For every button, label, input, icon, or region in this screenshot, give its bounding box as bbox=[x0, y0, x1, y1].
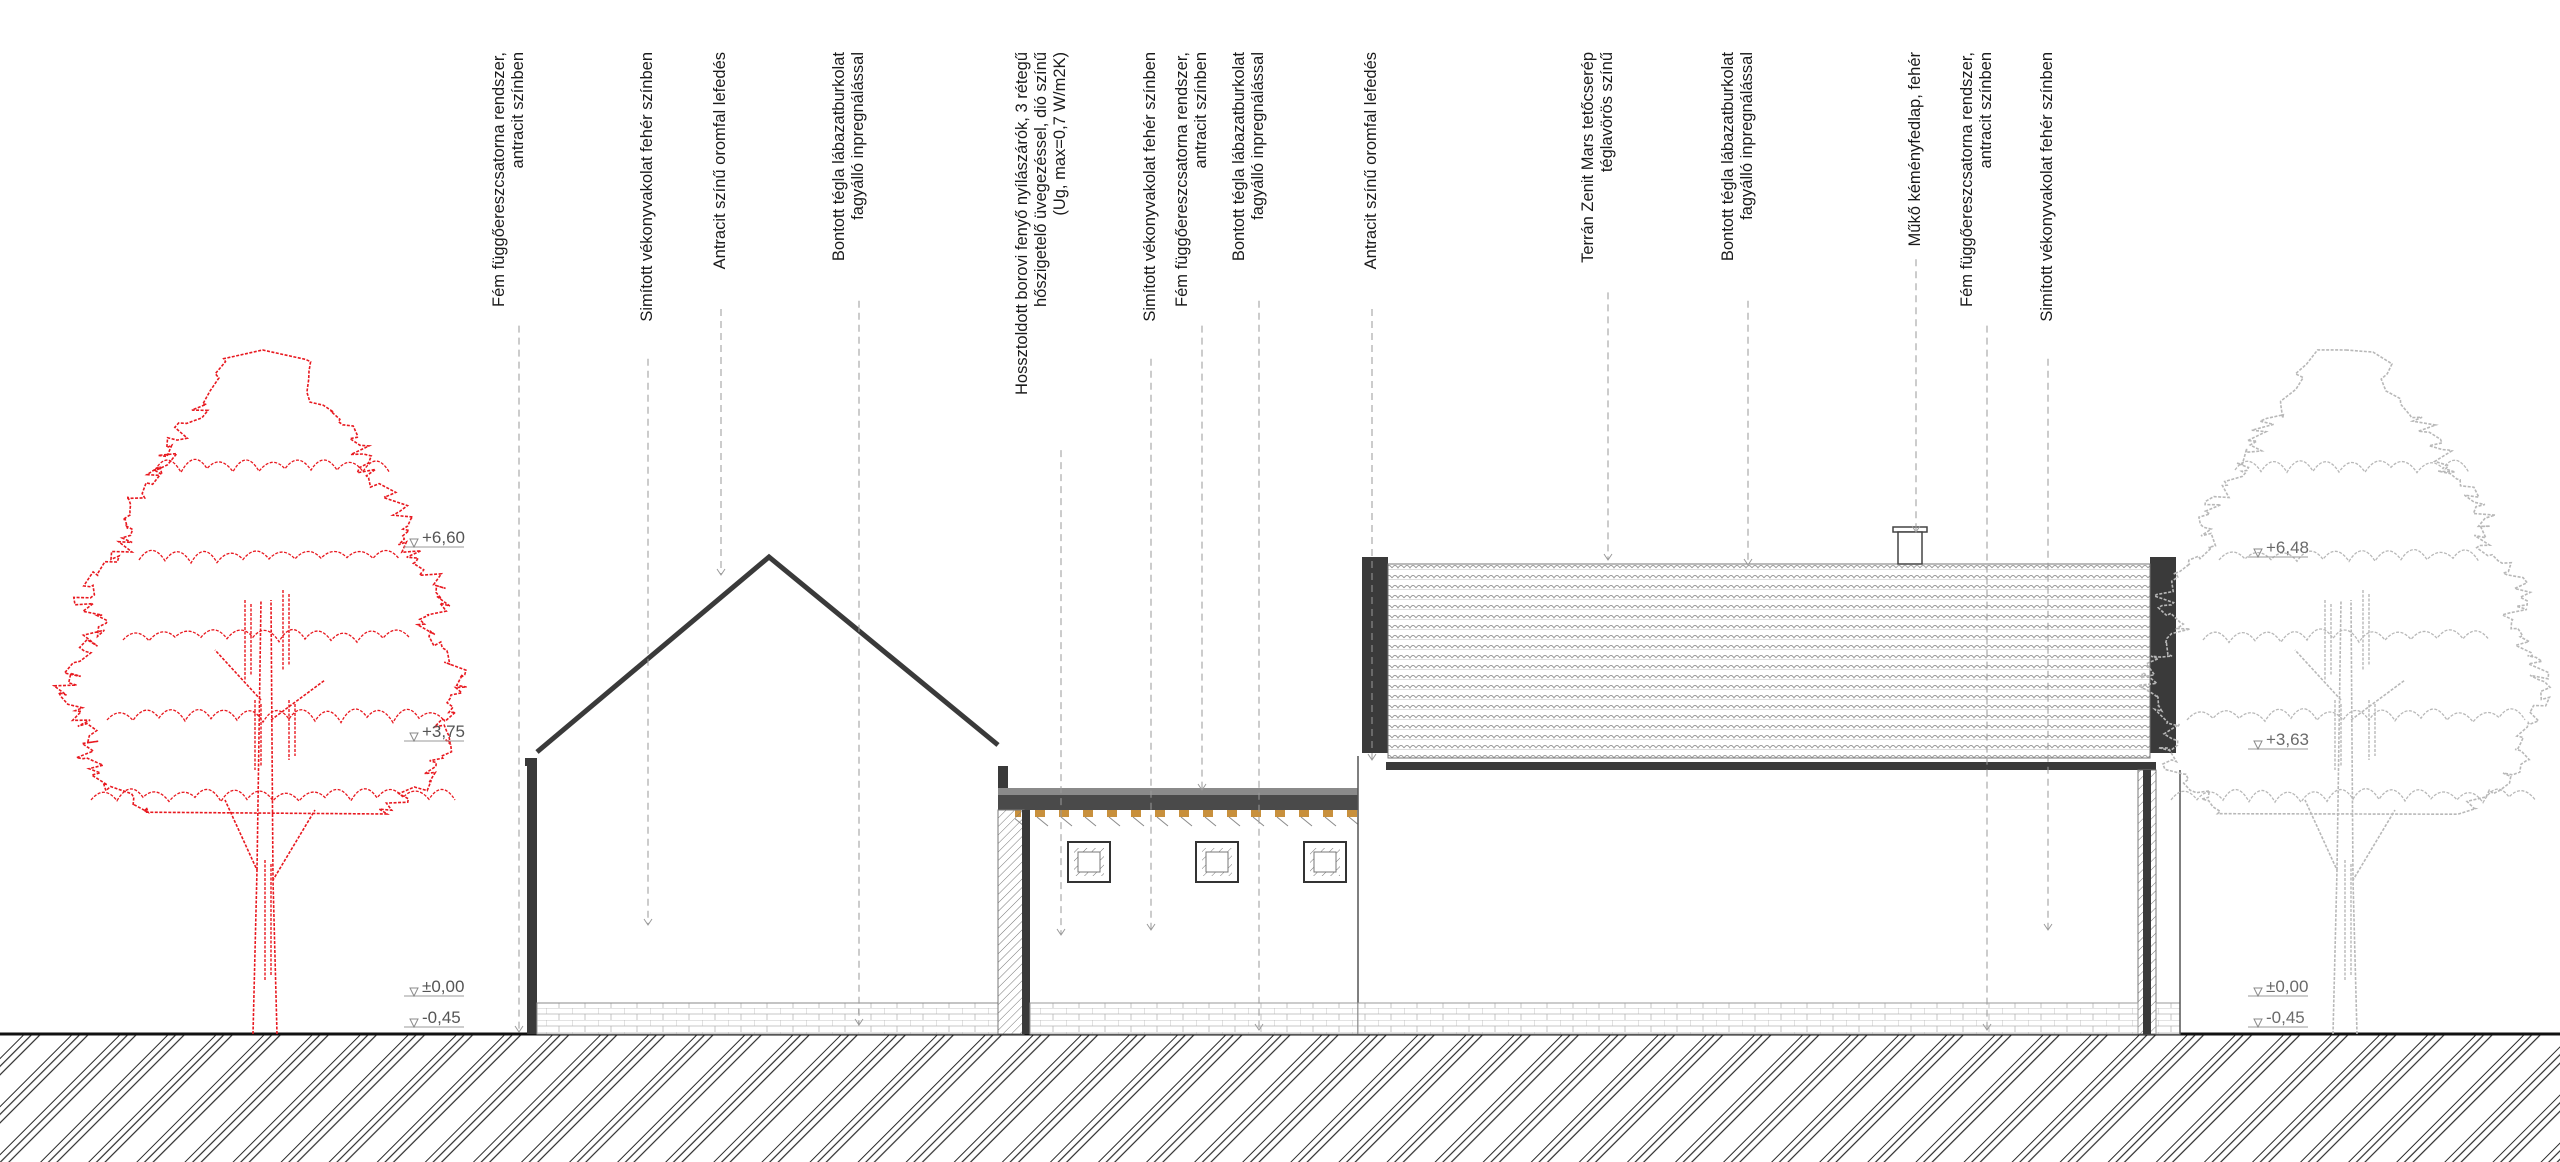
tree-foliage-row bbox=[139, 550, 399, 563]
level-value: ±0,00 bbox=[2266, 977, 2309, 996]
material-label-text bbox=[1906, 52, 1924, 247]
window-3 bbox=[1304, 842, 1346, 882]
material-label-line: fagyálló inpregnálással bbox=[1249, 52, 1267, 220]
material-label-text bbox=[1958, 52, 1995, 307]
material-label-line: Antracit színű oromfal lefedés bbox=[1362, 52, 1380, 270]
level-value: -0,45 bbox=[422, 1008, 461, 1027]
link-rafters bbox=[1015, 810, 1358, 828]
material-label-text bbox=[1141, 52, 1159, 322]
material-label-line: Hossztoldott borovi fenyő nyílászárók, 3 rétegű bbox=[1013, 52, 1031, 396]
material-label-line: fagyálló inpregnálással bbox=[849, 52, 867, 220]
ground-hatch bbox=[0, 1034, 2560, 1162]
material-label-line: Műkő kéményfedlap, fehér bbox=[1906, 52, 1924, 247]
main-plinth bbox=[1358, 1003, 2138, 1034]
level-marker bbox=[2248, 1008, 2308, 1027]
level-marker bbox=[404, 977, 464, 996]
level-markers-left bbox=[404, 528, 465, 1027]
tiled-roof bbox=[1388, 564, 2150, 758]
window-1 bbox=[1068, 842, 1110, 882]
material-label-line: antracit színben bbox=[509, 52, 527, 169]
tree-foliage-row bbox=[2219, 550, 2479, 562]
material-label-10 bbox=[1579, 52, 1616, 560]
material-label-text bbox=[1230, 52, 1267, 262]
level-marker bbox=[2248, 730, 2309, 749]
level-markers-right bbox=[2248, 538, 2309, 1027]
material-label-text bbox=[711, 52, 729, 269]
material-label-line: Bontott tégla lábazatburkolat bbox=[1230, 52, 1248, 262]
link-downpipe bbox=[1022, 810, 1030, 1034]
material-label-text bbox=[1362, 52, 1380, 269]
material-label-line: antracit színben bbox=[1977, 52, 1995, 169]
material-label-line: Fém függőereszcsatorna rendszer, bbox=[1958, 52, 1976, 307]
material-label-1 bbox=[490, 52, 527, 1032]
tree-foliage-row bbox=[155, 459, 389, 472]
left-downpipe bbox=[527, 762, 537, 1034]
material-label-3 bbox=[711, 52, 729, 575]
material-label-text bbox=[830, 52, 867, 262]
window-2 bbox=[1196, 842, 1238, 882]
tree-canopy bbox=[54, 350, 467, 814]
material-label-line: antracit színben bbox=[1192, 52, 1210, 169]
link-plinth bbox=[1030, 1003, 1358, 1034]
level-marker bbox=[404, 722, 465, 741]
roof-eave bbox=[1386, 762, 2156, 770]
material-label-text bbox=[2038, 52, 2056, 322]
material-label-line: fagyálló inpregnálással bbox=[1738, 52, 1756, 220]
material-label-11 bbox=[1719, 52, 1756, 565]
link-roof-slab bbox=[998, 794, 1358, 810]
material-label-line: Simított vékonyvakolat fehér színben bbox=[2038, 52, 2056, 322]
material-label-text bbox=[1719, 52, 1756, 262]
tree-canopy bbox=[2138, 350, 2550, 814]
material-label-line: Simított vékonyvakolat fehér színben bbox=[1141, 52, 1159, 322]
material-label-7 bbox=[1173, 52, 1210, 790]
link-wall-section bbox=[998, 810, 1024, 1034]
material-label-line: Fém függőereszcsatorna rendszer, bbox=[490, 52, 508, 307]
right-downpipe bbox=[2143, 770, 2151, 1034]
material-label-text bbox=[1579, 52, 1616, 263]
material-label-line: téglavörös színű bbox=[1598, 52, 1616, 173]
chimney bbox=[1893, 527, 1927, 564]
level-value: +6,48 bbox=[2266, 538, 2310, 557]
level-value: ±0,00 bbox=[422, 977, 465, 996]
gable-plinth bbox=[537, 1003, 998, 1034]
roof-end-cap-left bbox=[1362, 557, 1388, 753]
material-label-line: Terrán Zenit Mars tetőcserép bbox=[1579, 52, 1597, 263]
material-label-text bbox=[490, 52, 527, 307]
level-value: +6,60 bbox=[422, 528, 466, 547]
material-label-line: Antracit színű oromfal lefedés bbox=[711, 52, 729, 270]
level-marker bbox=[404, 1008, 464, 1027]
material-label-text bbox=[638, 52, 656, 322]
tree-foliage-row bbox=[91, 789, 455, 802]
link-building bbox=[998, 788, 1358, 1034]
material-label-12 bbox=[1906, 52, 1924, 532]
tree-left bbox=[54, 350, 467, 1034]
leader-arrow bbox=[717, 569, 725, 575]
tree-trunk bbox=[2295, 600, 2405, 1034]
tree-trunk bbox=[215, 600, 325, 1034]
level-marker bbox=[2248, 977, 2308, 996]
material-label-text bbox=[1013, 52, 1069, 395]
material-label-line: Bontott tégla lábazatburkolat bbox=[1719, 52, 1737, 262]
gable-building bbox=[525, 557, 1008, 1034]
level-value: +3,63 bbox=[2266, 730, 2310, 749]
material-label-line: Fém függőereszcsatorna rendszer, bbox=[1173, 52, 1191, 307]
tree-foliage-row bbox=[2235, 460, 2469, 472]
level-marker bbox=[404, 528, 465, 547]
material-label-line: Bontott tégla lábazatburkolat bbox=[830, 52, 848, 262]
level-marker bbox=[2248, 538, 2309, 557]
level-value: +3,75 bbox=[422, 722, 466, 741]
tree-foliage-row bbox=[2203, 629, 2489, 642]
material-label-line: Simított vékonyvakolat fehér színben bbox=[638, 52, 656, 322]
level-value: -0,45 bbox=[2266, 1008, 2305, 1027]
tree-foliage-row bbox=[123, 630, 409, 643]
material-label-text bbox=[1173, 52, 1210, 307]
ground bbox=[0, 1034, 2560, 1162]
main-building bbox=[1358, 527, 2180, 1034]
tree-right bbox=[2138, 350, 2550, 1034]
material-label-line: (Ug, max=0,7 W/m2K) bbox=[1051, 52, 1069, 216]
material-label-line: hőszigetelő üvegezéssel, dió színű bbox=[1032, 52, 1050, 307]
